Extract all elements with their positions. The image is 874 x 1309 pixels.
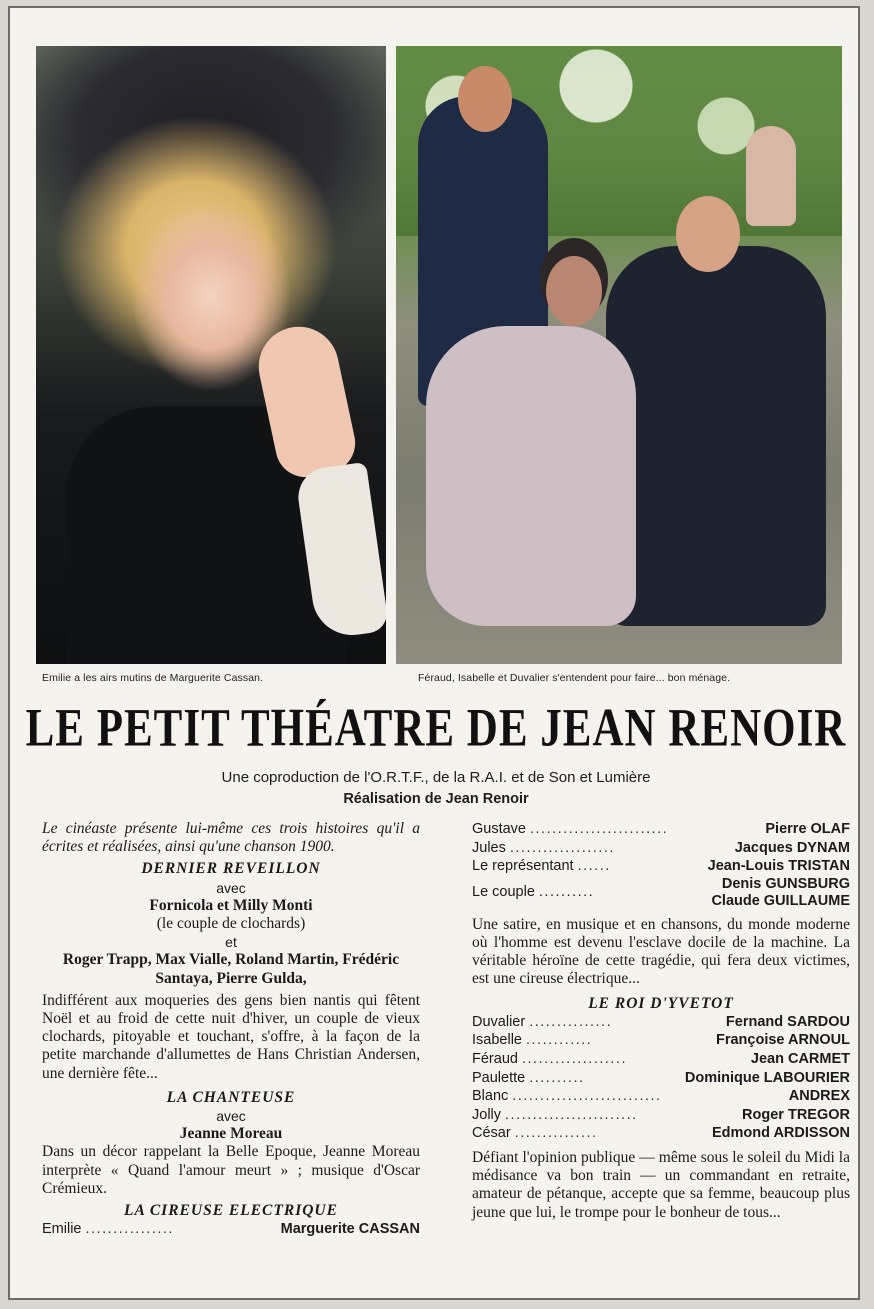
et-label: et: [225, 934, 237, 951]
cast-role: Le couple: [472, 884, 535, 901]
cast-line: Jeanne Moreau: [179, 1125, 283, 1143]
cast-role: Jolly: [472, 1106, 502, 1123]
dot-leader: ...............: [529, 1013, 613, 1030]
cast-actor: Fernand SARDOU: [725, 1013, 850, 1030]
intro-paragraph: Le cinéaste présente lui-même ces trois histoires qu'il a écrites et réalisées, ainsi qu'une chanson 1900.: [42, 820, 420, 856]
right-column: [472, 820, 850, 1222]
cast-actors: [651, 876, 850, 910]
dot-leader: ...................: [521, 1050, 627, 1067]
synopsis-paragraph: Dans un décor rappelant la Belle Epoque, Jeanne Moreau interprète « Quand l'amour meurt » ; musique d'Oscar Crémieux.: [42, 1143, 420, 1197]
cast-role: César: [472, 1125, 511, 1142]
cast-line: Roger Trapp, Max Vialle, Roland Martin, Frédéric Santaya, Pierre Gulda,: [62, 951, 400, 987]
section-heading-dernier-reveillon: DERNIER REVEILLON: [141, 860, 321, 878]
dot-leader: ......: [577, 858, 611, 875]
synopsis-paragraph: Une satire, en musique et en chansons, du monde moderne où l'homme est devenu l'esclave docile de la machine. La véritable héroïne de cette tragédie, qui fera deux victimes, est une cireuse électrique...: [472, 915, 850, 988]
cast-actor: Edmond ARDISSON: [711, 1125, 850, 1142]
photo-garden-scene: [396, 46, 842, 664]
avec-label: avec: [216, 1108, 246, 1125]
dot-leader: ..........: [538, 884, 595, 901]
article-subtitle: Une coproduction de l'O.R.T.F., de la R.A.I. et de Son et Lumière: [221, 769, 651, 786]
photo-statue: [746, 126, 796, 226]
cast-actor: Claude GUILLAUME: [711, 892, 850, 909]
article-credit: Réalisation de Jean Renoir: [343, 791, 529, 807]
photo-seated-man: [606, 246, 826, 626]
magazine-page: [8, 6, 860, 1300]
cast-role: Jules: [472, 839, 506, 856]
cast-actor: Dominique LABOURIER: [684, 1069, 850, 1086]
left-column: [42, 820, 420, 1239]
dot-leader: ...................: [509, 839, 615, 856]
photo-emilie: [36, 46, 386, 664]
cast-row: [472, 820, 850, 839]
cast-row: [42, 1220, 420, 1239]
cast-actor: Denis GUNSBURG: [721, 875, 850, 892]
dot-leader: ........................: [505, 1106, 638, 1123]
dot-leader: ..........: [529, 1069, 585, 1086]
cast-role: Emilie: [42, 1221, 82, 1238]
cast-actor: Jean-Louis TRISTAN: [707, 858, 850, 875]
photo-woman-head: [546, 256, 602, 326]
cast-actor: Marguerite CASSAN: [280, 1221, 420, 1238]
cast-role: Paulette: [472, 1069, 526, 1086]
cast-row: [472, 857, 850, 876]
photo-standing-man-head: [458, 66, 512, 132]
synopsis-paragraph: Indifférent aux moqueries des gens bien nantis qui fêtent Noël et au froid de cette nuit d'hiver, un couple de vieux clochards, pitoyable et touchant, s'offre, à la façon de la petite marchande d'allumettes de Hans Christian Andersen, une dernière fête...: [42, 991, 420, 1082]
caption-left: Emilie a les airs mutins de Marguerite Cassan.: [42, 672, 264, 684]
section-heading-la-chanteuse: LA CHANTEUSE: [166, 1088, 296, 1106]
cast-row: [472, 839, 850, 858]
cast-role: Gustave: [472, 821, 526, 837]
photo-seated-man-head: [676, 196, 740, 272]
cast-actor: Pierre OLAF: [765, 821, 850, 837]
section-heading-le-roi-d-yvetot: LE ROI D'YVETOT: [588, 994, 734, 1012]
cast-role: Blanc: [472, 1088, 509, 1105]
cast-role: Le représentant: [472, 858, 574, 875]
section-heading-la-cireuse-electrique: LA CIREUSE ELECTRIQUE: [124, 1202, 338, 1220]
cast-note: (le couple de clochards): [156, 915, 306, 933]
dot-leader: ............: [525, 1032, 593, 1049]
cast-row: [472, 1031, 850, 1050]
cast-role: Isabelle: [472, 1032, 522, 1049]
cast-actor: ANDREX: [788, 1088, 850, 1105]
synopsis-paragraph: Défiant l'opinion publique — même sous le soleil du Midi la médisance va bon train — un commandant en retraite, amateur de pétanque, accepte que sa femme, beaucoup plus jeune que lui, le trompe pour le bonheur de tous...: [472, 1148, 850, 1221]
cast-actor: Françoise ARNOUL: [715, 1032, 850, 1049]
avec-label: avec: [216, 879, 246, 896]
cast-row: [472, 1013, 850, 1032]
dot-leader: .........................: [530, 821, 669, 837]
cast-role: Duvalier: [472, 1013, 526, 1030]
cast-row: [472, 1106, 850, 1125]
cast-row: [472, 1050, 850, 1069]
dot-leader: ...........................: [512, 1088, 662, 1105]
cast-row: [472, 1124, 850, 1143]
cast-actor: Jacques DYNAM: [734, 839, 850, 856]
cast-actor: Jean CARMET: [750, 1050, 850, 1067]
cast-row-couple: [472, 876, 850, 910]
article-title: LE PETIT THÉATRE DE JEAN RENOIR: [25, 699, 847, 758]
dot-leader: ...............: [514, 1125, 598, 1142]
cast-row: [472, 1087, 850, 1106]
cast-role: Féraud: [472, 1050, 518, 1067]
cast-line: Fornicola et Milly Monti: [149, 896, 313, 914]
dot-leader: ................: [85, 1221, 174, 1238]
photo-woman: [426, 326, 636, 626]
cast-row: [472, 1069, 850, 1088]
cast-actor: Roger TREGOR: [742, 1106, 850, 1123]
caption-right: Féraud, Isabelle et Duvalier s'entendent pour faire... bon ménage.: [418, 672, 731, 684]
